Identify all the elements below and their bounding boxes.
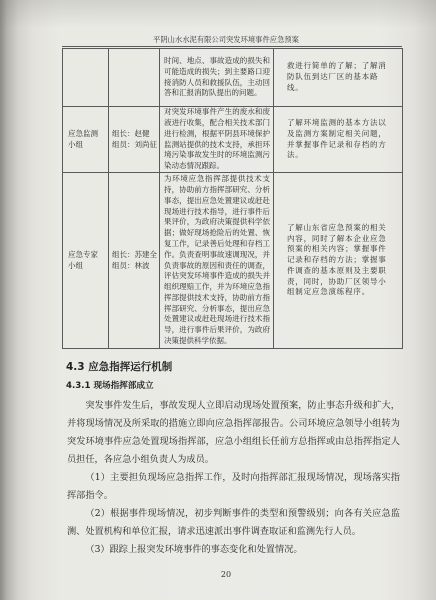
table-row [63,107,403,173]
requirements-cell: 了解环境监测的基本方法以及监测方案制定相关问题，并掌握事件记录和存档的方法。 [274,107,403,173]
duties-cell: 为环境应急指挥部提供技术支持，协助前方指挥部研究、分析事态，提出应急处置建议或赶赴现场进行技术指导，进行事件后果评价，为政府决策提供科学依据；做好现场抢险后的处置、恢复工作，记录善后处理和存档工作。负责查明事故速调现况，并负责事故的原因和责任的调查，评估突发环境事件造成的损失并组织理赔工作，并为环境应急指挥部提供技术支持，协助前方指挥部研究、分析事态，提出应急处置建议或赶赴现场进行技术指导，进行事件后果评价，为政府决策提供科学依据。 [160,173,274,349]
table-row [63,173,403,349]
page-number: 20 [220,570,232,579]
responsibility-table [62,48,403,349]
table-row [63,49,403,107]
list-item: （3）跟踪上报突发环境事件的事态变化和处置情况。 [85,544,303,555]
group-cell: 应急专家小组 [63,173,109,349]
group-leader: 组长：赵健 [112,128,150,138]
members-cell [109,107,160,173]
members-cell [109,173,160,349]
requirements-cell: 救进行简单的了解；了解消防队伍到达厂区的基本路线。 [274,49,403,107]
group-cell [63,49,109,107]
section-subheading: 4.3.1 现场指挥部成立 [66,381,154,391]
members-cell [109,49,160,107]
duties-cell: 对突发环境事件产生的废水和废液进行收集，配合相关技术部门进行检测，根据平阴县环境保护监测站提供的技术支持，承担环境污染事故发生时的环境监测污染动态情况跟踪。 [160,107,274,173]
paragraph: 突发事件发生后，事故发现人立即启动现场处置预案，防止事态升级和扩大，并将现场情况及所采取的措施立即向应急指挥部报告。公司环境应急领导小组转为突发环境事件应急处置现场指挥部，应急小组组长任前方总指挥或由总指挥指定人员担任，各应急小组负责人为成员。 [67,400,400,465]
list-item: （2）根据事件现场情况，初步判断事件的类型和预警级别；向各有关应急监测、处置机构和单位汇报，请求迅速派出事件调查取证和监测先行人员。 [67,508,400,537]
requirements-cell: 了解山东省应急预案的相关内容，同时了解本企业应急预案的相关内容；掌握事件记录和存档的方法；掌握事件调查的基本原则及主要职责，同时，协助厂区领导小组制定应急演练程序。 [274,173,403,349]
group-leader: 组长：苏建全 [112,249,157,259]
list-item: （1）主要担负现场应急指挥工作，及时向指挥部汇报现场情况，现场落实指挥部指令。 [67,472,400,501]
body-text [67,397,400,559]
scan-shadow [0,0,436,28]
group-cell: 应急监测小组 [63,107,109,173]
running-header: 平阴山水水泥有限公司突发环境事件应急预案 [153,35,299,44]
group-member: 组员：林波 [112,260,150,270]
group-member: 组员：刘尚征 [112,139,157,149]
section-heading: 4.3 应急指挥运行机制 [66,361,173,373]
table-body [63,49,403,349]
header-rule [62,46,402,47]
duties-cell: 时间、地点、事故造成的损失和可能造成的损失；到主要路口迎接消防人员和救援队伍，主动回答和汇报消防队提出的问题。 [160,49,274,107]
